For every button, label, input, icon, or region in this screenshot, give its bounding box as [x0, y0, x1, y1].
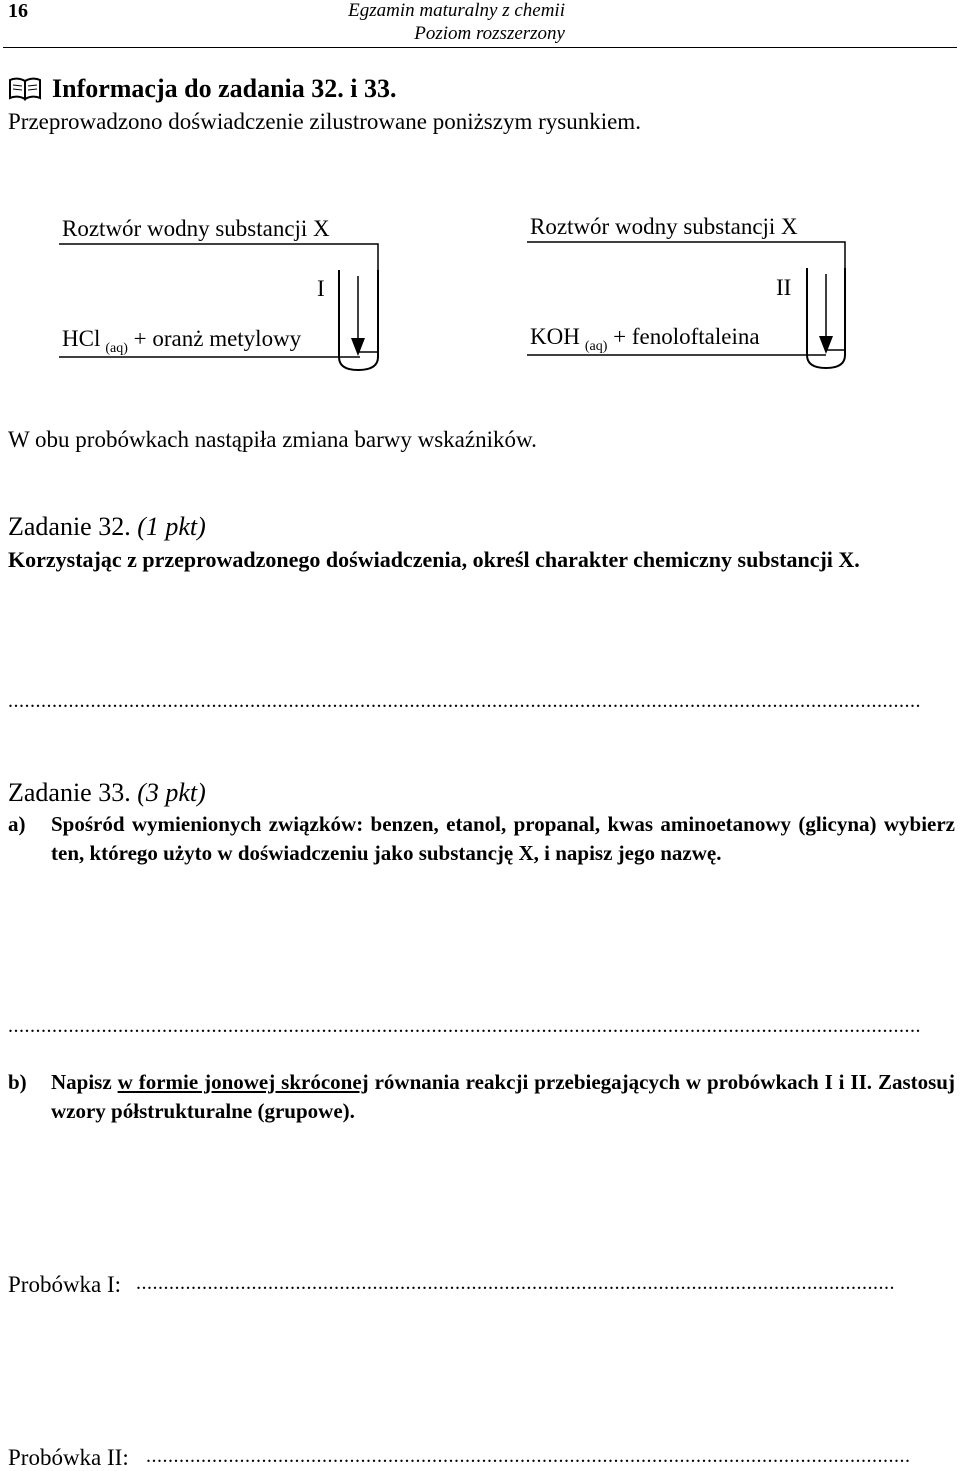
dropper-label-left: Roztwór wodny substancji X	[62, 216, 330, 241]
page-number: 16	[8, 0, 28, 22]
task33b-underlined: w formie jonowej skróconej	[117, 1070, 369, 1094]
task33-title: Zadanie 33.	[8, 778, 131, 807]
answer-tube-I-line[interactable]: ..........................................................................................................................................	[136, 1272, 895, 1294]
task33a-marker: a)	[8, 812, 26, 836]
info-intro: Przeprowadzono doświadczenie zilustrowane poniższym rysunkiem.	[8, 109, 641, 134]
info-heading	[8, 74, 397, 104]
task33-heading	[8, 778, 206, 808]
exam-level: Poziom rozszerzony	[414, 23, 565, 44]
tube-label-I: I	[317, 276, 325, 301]
task32-answer-line[interactable]: ......................................................................................................................................................................	[8, 690, 921, 712]
tube-label-II: II	[776, 275, 792, 300]
tube-contents-left: HCl $_{(aq)}$ + oranż metylowy	[62, 326, 302, 356]
test-tube-I-setup	[59, 216, 378, 370]
test-tube-II-setup	[527, 214, 845, 368]
observation-text: W obu probówkach nastąpiła zmiana barwy wskaźników.	[8, 427, 537, 452]
task32-heading	[8, 512, 206, 542]
drop-arrow-left	[351, 338, 365, 356]
task33b-text: Napisz w formie jonowej skróconej równania reakcji przebiegających w probówkach I i II. Zastosuj wzory półstrukturalne (grupowe).	[51, 1070, 955, 1123]
answer-tube-I-label: Probówka I:	[8, 1272, 122, 1297]
info-title: Informacja do zadania 32. i 33.	[52, 74, 397, 103]
task33b-marker: b)	[8, 1070, 27, 1094]
task33a-text: Spośród wymienionych związków: benzen, etanol, propanal, kwas aminoetanowy (glicyna) wybierz ten, którego użyto w doświadczeniu jako substancję X, i napisz jego nazwę.	[51, 812, 955, 865]
answer-tube-II-label: Probówka II:	[8, 1445, 129, 1470]
task33-points: (3 pkt)	[137, 778, 206, 807]
exam-title: Egzamin maturalny z chemii	[348, 0, 565, 21]
drop-arrow-right	[819, 336, 833, 354]
answer-tube-II-line[interactable]: ...........................................................................................................................................	[146, 1445, 911, 1467]
task33a-answer-line[interactable]: ......................................................................................................................................................................	[8, 1015, 921, 1037]
task32-title: Zadanie 32.	[8, 512, 131, 541]
dropper-line-left	[59, 244, 378, 269]
experiment-figure	[0, 200, 960, 385]
dropper-line-right	[527, 242, 845, 267]
open-book-icon	[8, 76, 42, 102]
tube-contents-right: KOH $_{(aq)}$ + fenoloftaleina	[530, 324, 760, 354]
task32-question: Korzystając z przeprowadzonego doświadczenia, określ charakter chemiczny substancji X.	[8, 547, 860, 572]
task32-points: (1 pkt)	[137, 512, 206, 541]
dropper-label-right: Roztwór wodny substancji X	[530, 214, 798, 239]
header-rule	[3, 47, 957, 48]
